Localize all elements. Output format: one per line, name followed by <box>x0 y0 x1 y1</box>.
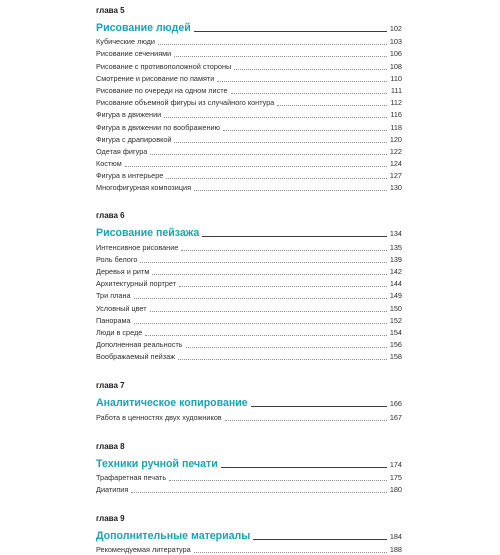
entry-title[interactable]: Рисование объемной фигуры из случайного контура <box>96 98 275 108</box>
leader-dots <box>194 189 387 191</box>
entry-page-number: 188 <box>389 545 402 555</box>
entry-title[interactable]: Многофигурная композиция <box>96 183 192 193</box>
chapter-label: глава 5 <box>96 6 125 15</box>
entry-title[interactable]: Костюм <box>96 159 122 169</box>
entry-page-number: 150 <box>389 303 402 313</box>
toc-entry[interactable] <box>96 47 402 59</box>
chapter-page-number: 174 <box>389 459 402 469</box>
toc-entry[interactable] <box>96 35 402 47</box>
entry-title[interactable]: Деревья и ритм <box>96 267 150 276</box>
chapter-title-row[interactable] <box>96 17 402 35</box>
chapter-title[interactable]: Техники ручной печати <box>96 457 218 470</box>
toc-entry[interactable] <box>96 169 402 181</box>
entry-title[interactable]: Фигура в движении по воображению <box>96 122 221 132</box>
toc-entry[interactable] <box>96 543 402 555</box>
chapter-page-number: 184 <box>389 531 402 541</box>
entry-page-number: 149 <box>389 291 402 301</box>
entry-page-number: 180 <box>389 484 402 494</box>
entry-title[interactable]: Рекомендуемая литература <box>96 545 191 555</box>
chapter-section <box>96 381 402 422</box>
leader-dots <box>186 346 387 348</box>
leader-line <box>202 235 387 237</box>
toc-entry[interactable] <box>96 289 402 301</box>
leader-line <box>194 30 387 32</box>
entry-title[interactable]: Архитектурный портрет <box>96 279 177 289</box>
toc-entry[interactable] <box>96 120 402 132</box>
leader-dots <box>169 479 387 481</box>
entry-page-number: 139 <box>389 254 402 264</box>
leader-dots <box>158 43 387 45</box>
leader-dots <box>150 310 387 312</box>
leader-line <box>251 405 387 407</box>
chapter-section <box>96 6 402 193</box>
entry-page-number: 122 <box>389 146 402 156</box>
toc-entry[interactable] <box>96 277 402 289</box>
entry-page-number: 135 <box>389 242 402 252</box>
toc-entry[interactable] <box>96 59 402 71</box>
leader-dots <box>194 551 387 553</box>
chapter-label: глава 9 <box>96 513 125 523</box>
leader-dots <box>179 285 387 287</box>
entry-title[interactable]: Интенсивное рисование <box>96 242 179 252</box>
leader-dots <box>125 165 387 167</box>
chapter-page-number: 102 <box>389 24 402 33</box>
chapter-title[interactable]: Аналитическое копирование <box>96 397 248 410</box>
chapter-title[interactable]: Рисование людей <box>96 22 191 34</box>
leader-dots <box>234 68 387 70</box>
chapter-section <box>96 514 402 555</box>
entry-title[interactable]: Рисование с противоположной стороны <box>96 61 232 71</box>
leader-dots <box>152 273 386 275</box>
table-of-contents <box>96 0 402 555</box>
entry-title[interactable]: Кубические люди <box>96 37 156 47</box>
entry-page-number: 120 <box>389 134 402 144</box>
leader-dots <box>140 261 386 263</box>
entry-title[interactable]: Панорама <box>96 315 131 325</box>
entry-page-number: 130 <box>389 183 402 193</box>
chapter-title-row[interactable] <box>96 222 402 240</box>
entry-page-number: 152 <box>389 315 402 325</box>
entry-page-number: 106 <box>389 49 402 59</box>
entry-page-number: 116 <box>390 110 402 120</box>
toc-entry[interactable] <box>96 410 402 422</box>
entry-page-number: 103 <box>389 37 402 47</box>
leader-dots <box>231 92 387 94</box>
entry-page-number: 111 <box>390 85 402 95</box>
chapter-title-row[interactable] <box>96 525 402 543</box>
chapter-section <box>96 442 402 495</box>
entry-page-number: 175 <box>389 472 402 482</box>
entry-title[interactable]: Роль белого <box>96 254 138 264</box>
entry-page-number: 156 <box>389 340 402 350</box>
toc-entry[interactable] <box>96 72 402 84</box>
toc-entry[interactable] <box>96 181 402 193</box>
leader-dots <box>178 358 387 360</box>
entry-page-number: 127 <box>389 171 402 181</box>
entry-title[interactable]: Смотрение и рисование по памяти <box>96 73 215 83</box>
toc-entry[interactable] <box>96 483 402 495</box>
leader-dots <box>181 249 386 251</box>
entry-page-number: 108 <box>389 61 402 71</box>
chapter-page-number: 166 <box>389 399 402 409</box>
leader-dots <box>134 322 387 324</box>
entry-title[interactable]: Фигура в движении <box>96 110 162 120</box>
entry-title[interactable]: Диатипия <box>96 484 129 494</box>
entry-page-number: 118 <box>390 122 402 132</box>
toc-entry[interactable] <box>96 253 402 265</box>
leader-dots <box>225 419 387 421</box>
chapter-section <box>96 211 402 362</box>
leader-dots <box>131 491 387 493</box>
chapter-label: глава 6 <box>96 211 125 221</box>
entry-title[interactable]: Рисование по очереди на одном листе <box>96 85 228 95</box>
entry-title[interactable]: Люди в среде <box>96 327 143 337</box>
chapter-label: глава 7 <box>96 381 125 391</box>
toc-entry[interactable] <box>96 157 402 169</box>
toc-entry[interactable] <box>96 145 402 157</box>
entry-page-number: 158 <box>389 352 402 362</box>
entry-title[interactable]: Работа в ценностях двух художников <box>96 412 222 422</box>
leader-line <box>253 538 386 540</box>
toc-entry[interactable] <box>96 350 402 362</box>
toc-entry[interactable] <box>96 471 402 483</box>
leader-dots <box>174 141 386 143</box>
leader-dots <box>166 177 386 179</box>
entry-title[interactable]: Трафаретная печать <box>96 472 167 482</box>
leader-dots <box>164 116 387 118</box>
entry-title[interactable]: Фигура с драпировкой <box>96 134 172 144</box>
leader-dots <box>223 129 387 131</box>
entry-page-number: 142 <box>389 267 402 276</box>
leader-dots <box>145 334 387 336</box>
toc-entry[interactable] <box>96 84 402 96</box>
toc-entry[interactable] <box>96 133 402 145</box>
entry-page-number: 144 <box>389 279 402 289</box>
toc-entry[interactable] <box>96 240 402 252</box>
entry-title[interactable]: Одетая фигура <box>96 146 148 156</box>
leader-dots <box>150 153 387 155</box>
leader-line <box>221 466 387 468</box>
entry-title[interactable]: Фигура в интерьере <box>96 171 164 181</box>
leader-dots <box>174 55 387 57</box>
toc-entry[interactable] <box>96 301 402 313</box>
leader-dots <box>134 297 387 299</box>
entry-title[interactable]: Условный цвет <box>96 303 147 313</box>
entry-page-number: 124 <box>389 159 402 169</box>
chapter-title-row[interactable] <box>96 392 402 410</box>
entry-title[interactable]: Дополненная реальность <box>96 340 183 350</box>
toc-entry[interactable] <box>96 326 402 338</box>
chapter-title-row[interactable] <box>96 453 402 471</box>
toc-entry[interactable] <box>96 314 402 326</box>
entry-title[interactable]: Воображаемый пейзаж <box>96 352 176 362</box>
leader-dots <box>217 80 387 82</box>
entry-page-number: 154 <box>389 327 402 337</box>
toc-entry[interactable] <box>96 108 402 120</box>
entry-page-number: 112 <box>390 98 402 108</box>
leader-dots <box>277 104 387 106</box>
toc-entry[interactable] <box>96 265 402 277</box>
toc-entry[interactable] <box>96 338 402 350</box>
entry-title[interactable]: Три плана <box>96 291 131 301</box>
toc-entry[interactable] <box>96 96 402 108</box>
chapter-page-number: 134 <box>389 229 402 239</box>
entry-title[interactable]: Рисование сечениями <box>96 49 172 59</box>
entry-page-number: 110 <box>390 73 402 83</box>
chapter-label: глава 8 <box>96 441 125 451</box>
chapter-title[interactable]: Дополнительные материалы <box>96 529 251 542</box>
entry-page-number: 167 <box>389 412 402 422</box>
chapter-title[interactable]: Рисование пейзажа <box>96 227 200 240</box>
